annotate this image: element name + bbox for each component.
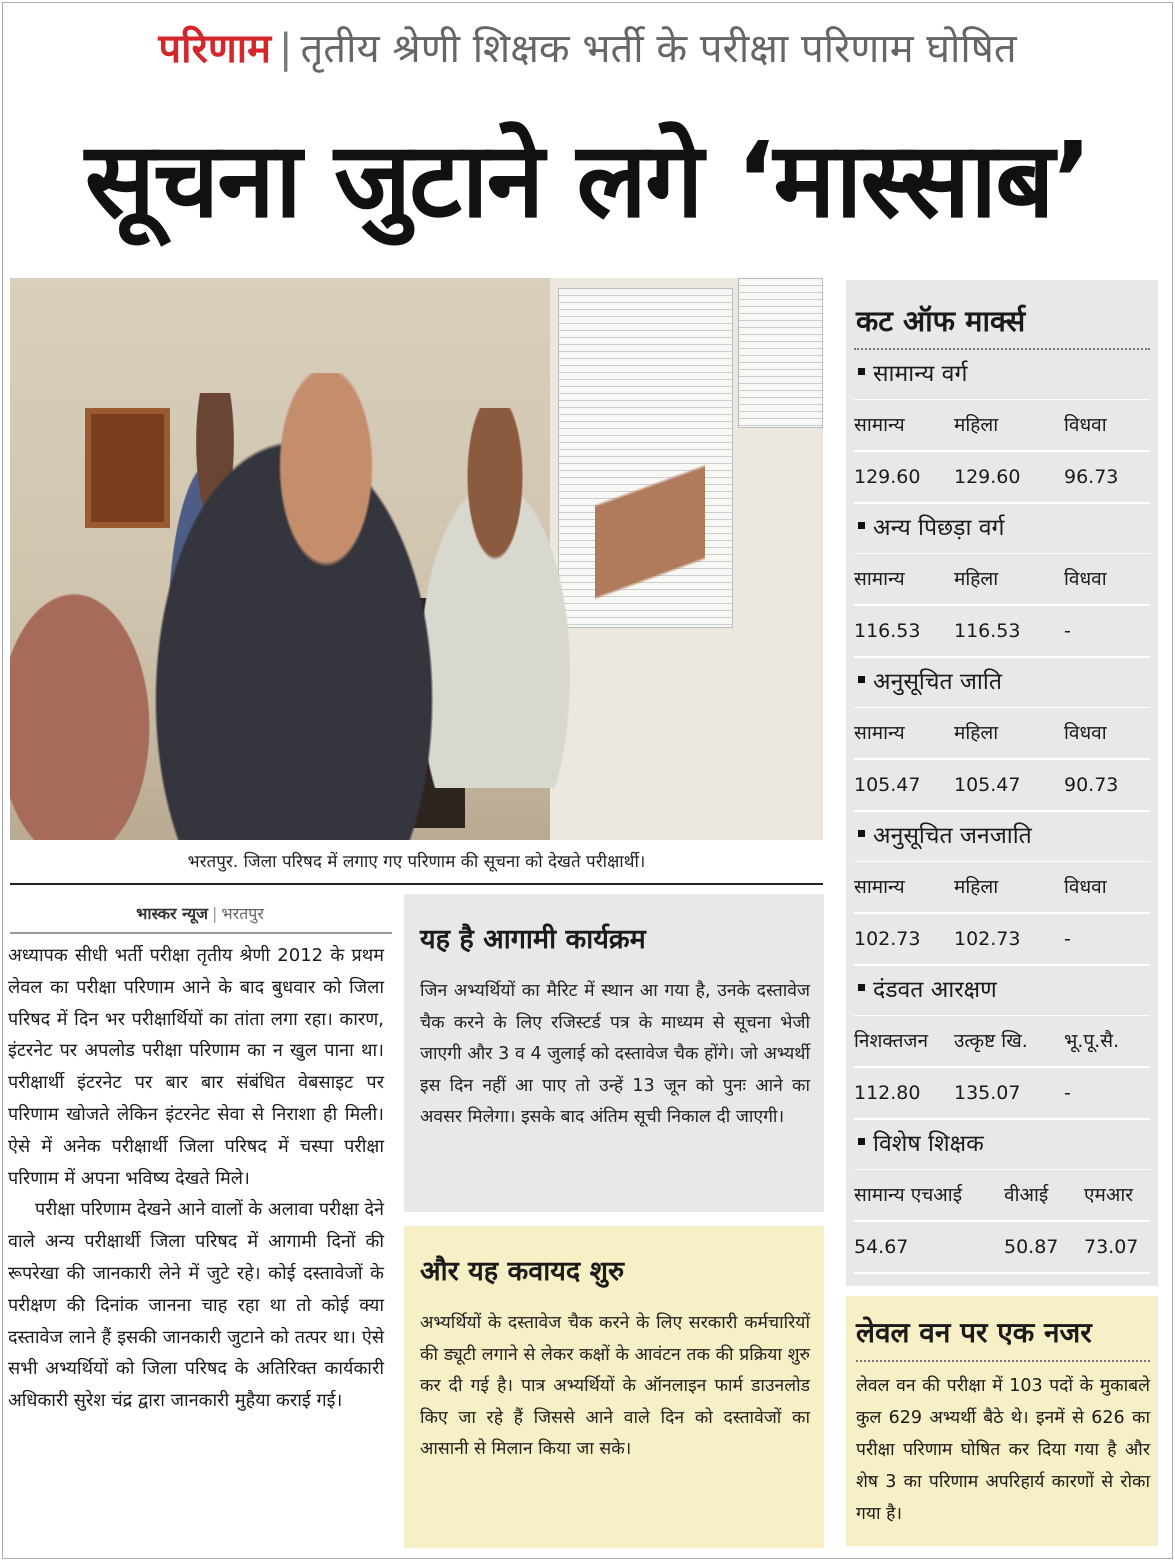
level-one-divider [856,1358,1150,1362]
caption-divider [10,883,823,885]
cutoff-value-cell: 50.87 [1004,1236,1059,1258]
cutoff-category [854,966,1150,1016]
cutoff-value-cell: - [1064,620,1071,642]
cutoff-value-cell: 129.60 [854,466,921,488]
cutoff-header-cell: विधवा [1064,568,1107,590]
cutoff-header-cell: सामान्य [854,414,905,436]
cutoff-value-row [854,452,1150,504]
level-one-title: लेवल वन पर एक नजर [856,1316,1092,1349]
cutoff-value-cell: 73.07 [1084,1236,1139,1258]
cutoff-category-name: अनुसूचित जनजाति [873,823,1032,849]
cutoff-header-cell: निशक्तजन [854,1030,929,1052]
cutoff-header-cell: महिला [954,876,999,898]
cutoff-category [854,812,1150,862]
cutoff-header-cell: महिला [954,722,999,744]
cutoff-value-cell: 105.47 [954,774,1021,796]
cutoff-header-cell: महिला [954,414,999,436]
cutoff-category [854,504,1150,554]
cutoff-value-cell: 105.47 [854,774,921,796]
cutoff-value-cell: 116.53 [854,620,921,642]
cutoff-category-name: अनुसूचित जाति [873,669,1002,695]
exercise-started-text: अभ्यर्थियों के दस्तावेज चैक करने के लिए सरकारी कर्मचारियों की ड्यूटी लगाने से लेकर कक्षों के आवंटन तक की प्रक्रिया शुरु कर दी गई है। पात्र अभ्यर्थियों के ऑनलाइन फार्म डाउनलोड किए जा रहे हैं जिससे आने वाले दिन को दस्तावेजों का आसानी से मिलान किया जा सके। [420,1313,810,1460]
cutoff-header-cell: सामान्य एचआई [854,1184,963,1206]
upcoming-program-text: जिन अभ्यर्थियों का मैरिट में स्थान आ गया है, उनके दस्तावेज चैक करने के लिए रजिस्टर्ड पत्र के माध्यम से सूचना भेजी जाएगी और 3 व 4 जुलाई को दस्तावेज चैक होंगे। जो अभ्यर्थी इस दिन नहीं आ पाए तो उन्हें 13 जून को पुनः आने का अवसर मिलेगा। इसके बाद अंतिम सूची निकाल दी जाएगी। [420,981,810,1128]
cutoff-value-cell: 129.60 [954,466,1021,488]
cutoff-value-row [854,1222,1150,1274]
cutoff-value-cell: 135.07 [954,1082,1021,1104]
level-one-text: लेवल वन की परीक्षा में 103 पदों के मुकाबले कुल 629 अभ्यर्थी बैठे थे। इनमें से 626 का परीक्षा परिणाम घोषित कर दिया गया है और शेष 3 का परिणाम अपरिहार्य कारणों से रोका गया है। [856,1376,1150,1524]
kicker-separator: | [279,26,293,72]
cutoff-header-cell: महिला [954,568,999,590]
cutoff-header-cell: विधवा [1064,876,1107,898]
exercise-started-title: और यह कवायद शुरु [420,1256,625,1287]
cutoff-category [854,350,1150,400]
article-body [8,940,384,1417]
bullet-square-icon [858,368,865,375]
cutoff-header-row [854,400,1150,452]
cutoff-value-cell: 54.67 [854,1236,909,1258]
cutoff-value-row [854,1068,1150,1120]
byline-divider [10,932,392,934]
article-paragraph: परीक्षा परिणाम देखने आने वालों के अलावा परीक्षा देने वाले अन्य परीक्षार्थी जिला परिषद में आगामी दिनों की रूपरेखा की जानकारी लेने में जुटे रहे। कोई दस्तावेजों के परीक्षण की दिनांक जानना चाह रहा था तो कोई क्या दस्तावेज लाने हैं इसकी जानकारी जुटाने को तत्पर था। ऐसे सभी अभ्यर्थियों को जिला परिषद के अतिरिक्त कार्यकारी अधिकारी सुरेश चंद्र द्वारा जानकारी मुहैया कराई गई। [8,1199,384,1412]
cutoff-value-row [854,606,1150,658]
cutoff-category-name: दंडवत आरक्षण [873,977,997,1003]
cutoff-value-cell: 90.73 [1064,774,1119,796]
cutoff-header-cell: उत्कृष्ट खि. [954,1030,1028,1052]
cutoff-header-row [854,1016,1150,1068]
photo-caption: भरतपुर. जिला परिषद में लगाए गए परिणाम की सूचना को देखते परीक्षार्थी। [187,852,646,872]
cutoff-value-cell: 102.73 [954,928,1021,950]
cutoff-header-cell: विधवा [1064,414,1107,436]
cutoff-header-cell: सामान्य [854,722,905,744]
kicker-label: परिणाम [158,26,272,72]
cutoff-header-row [854,708,1150,760]
upcoming-program-title: यह है आगामी कार्यक्रम [420,924,646,955]
cutoff-value-cell: - [1064,928,1071,950]
cutoff-value-cell: 116.53 [954,620,1021,642]
cutoff-header-cell: सामान्य [854,876,905,898]
cutoff-title: कट ऑफ मार्क्स [856,304,1026,338]
cutoff-category [854,1120,1150,1170]
cutoff-header-cell: वीआई [1004,1184,1049,1206]
cutoff-value-row [854,914,1150,966]
byline [10,902,390,926]
kicker-text: तृतीय श्रेणी शिक्षक भर्ती के परीक्षा परिणाम घोषित [300,26,1017,72]
byline-separator: | [211,904,218,923]
cutoff-value-cell: 102.73 [854,928,921,950]
cutoff-value-row [854,760,1150,812]
cutoff-header-cell: भू.पू.सै. [1064,1030,1120,1052]
article-paragraph: अध्यापक सीधी भर्ती परीक्षा तृतीय श्रेणी 2012 के प्रथम लेवल का परीक्षा परिणाम आने के बाद बुधवार को जिला परिषद में दिन भर परीक्षार्थियों का तांता लगा रहा। कारण, इंटरनेट पर अपलोड परीक्षा परिणाम का न खुल पाना था। परीक्षार्थी इंटरनेट पर बार बार संबंधित वेबसाइट पर परिणाम खोजते लेकिन इंटरनेट सेवा से निराशा ही मिली। ऐसे में अनेक परीक्षार्थी जिला परिषद में चस्पा परीक्षा परिणाम में अपना भविष्य देखते मिले। [8,945,384,1189]
bullet-square-icon [858,830,865,837]
byline-city: भरतपुर [221,904,264,923]
bullet-square-icon [858,522,865,529]
cutoff-category [854,658,1150,708]
bullet-square-icon [858,984,865,991]
level-one-box [846,1296,1158,1546]
cutoff-category-name: विशेष शिक्षक [873,1131,984,1157]
cutoff-category-name: सामान्य वर्ग [873,361,968,387]
byline-agency: भास्कर न्यूज [136,904,208,923]
exercise-started-box [404,1226,824,1548]
headline: सूचना जुटाने लगे ‘मास्साब’ [84,119,1091,241]
cutoff-category-name: अन्य पिछड़ा वर्ग [873,515,1005,541]
bullet-square-icon [858,1138,865,1145]
cutoff-value-cell: - [1064,1082,1071,1104]
news-photo [10,278,823,840]
bullet-square-icon [858,676,865,683]
cutoff-header-cell: सामान्य [854,568,905,590]
cutoff-value-cell: 96.73 [1064,466,1119,488]
upcoming-program-box [404,894,824,1212]
cutoff-header-row [854,862,1150,914]
cutoff-value-cell: 112.80 [854,1082,921,1104]
cutoff-header-row [854,1170,1150,1222]
kicker [0,22,1175,76]
cutoff-header-row [854,554,1150,606]
cutoff-marks-table [846,280,1158,1286]
cutoff-header-cell: विधवा [1064,722,1107,744]
cutoff-header-cell: एमआर [1084,1184,1134,1206]
